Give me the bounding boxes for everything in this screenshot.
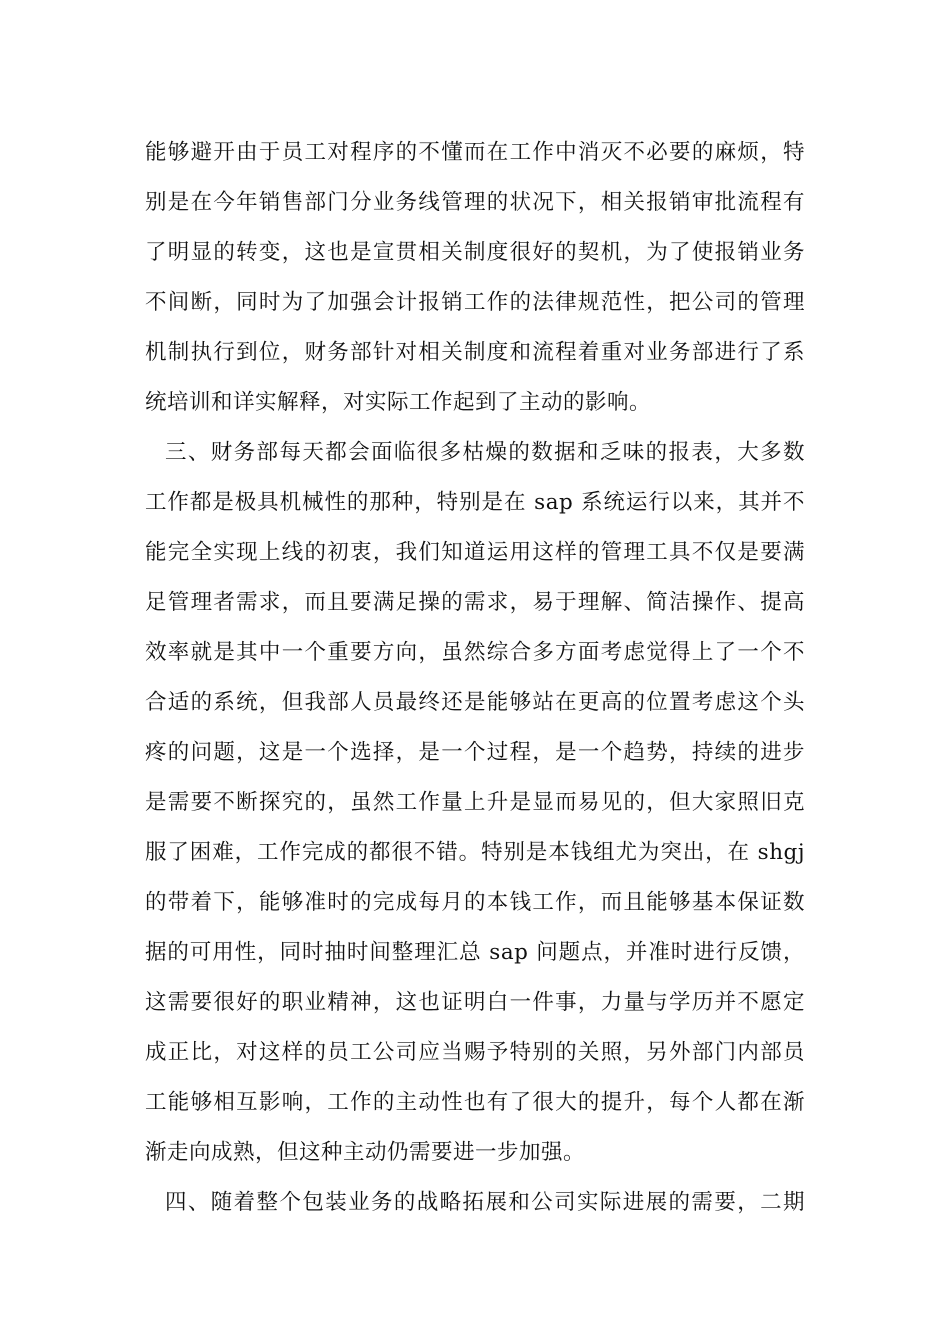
text-line: 统培训和详实解释，对实际工作起到了主动的影响。 — [145, 390, 652, 415]
text-line: 不间断，同时为了加强会计报销工作的法律规范性，把公司的管理 — [145, 290, 805, 315]
text-line: 疼的问题，这是一个选择，是一个过程，是一个趋势，持续的进步 — [145, 740, 805, 765]
text-line: 了明显的转变，这也是宣贯相关制度很好的契机，为了使报销业务 — [145, 240, 805, 265]
text-line: 效率就是其中一个重要方向，虽然综合多方面考虑觉得上了一个不 — [145, 640, 805, 665]
text-line: 机制执行到位，财务部针对相关制度和流程着重对业务部进行了系 — [145, 340, 805, 365]
text-line: 足管理者需求，而且要满足操的需求，易于理解、简洁操作、提高 — [145, 590, 805, 615]
paragraph-three-first-line: 三、财务部每天都会面临很多枯燥的数据和乏味的报表，大多数 — [165, 440, 805, 465]
text-line: 成正比，对这样的员工公司应当赐予特别的关照，另外部门内部员 — [145, 1040, 805, 1065]
text-line: 的带着下，能够准时的完成每月的本钱工作，而且能够基本保证数 — [145, 890, 805, 915]
text-line: 据的可用性，同时抽时间整理汇总 sap 问题点，并准时进行反馈， — [145, 940, 805, 965]
text-line: 能够避开由于员工对程序的不懂而在工作中消灭不必要的麻烦，特 — [145, 140, 805, 165]
text-line: 是需要不断探究的，虽然工作量上升是显而易见的，但大家照旧克 — [145, 790, 805, 815]
text-line: 能完全实现上线的初衷，我们知道运用这样的管理工具不仅是要满 — [145, 540, 805, 565]
text-line: 工能够相互影响，工作的主动性也有了很大的提升，每个人都在渐 — [145, 1090, 805, 1115]
text-line: 这需要很好的职业精神，这也证明白一件事，力量与学历并不愿定 — [145, 990, 805, 1015]
text-line: 工作都是极具机械性的那种，特别是在 sap 系统运行以来，其并不 — [145, 490, 805, 515]
text-line: 合适的系统，但我部人员最终还是能够站在更高的位置考虑这个头 — [145, 690, 805, 715]
text-line: 渐走向成熟，但这种主动仍需要进一步加强。 — [145, 1140, 586, 1165]
paragraph-four-first-line: 四、随着整个包装业务的战略拓展和公司实际进展的需要，二期 — [165, 1190, 805, 1215]
text-line: 别是在今年销售部门分业务线管理的状况下，相关报销审批流程有 — [145, 190, 805, 215]
text-line: 服了困难，工作完成的都很不错。特别是本钱组尤为突出，在 shgj — [145, 840, 805, 865]
